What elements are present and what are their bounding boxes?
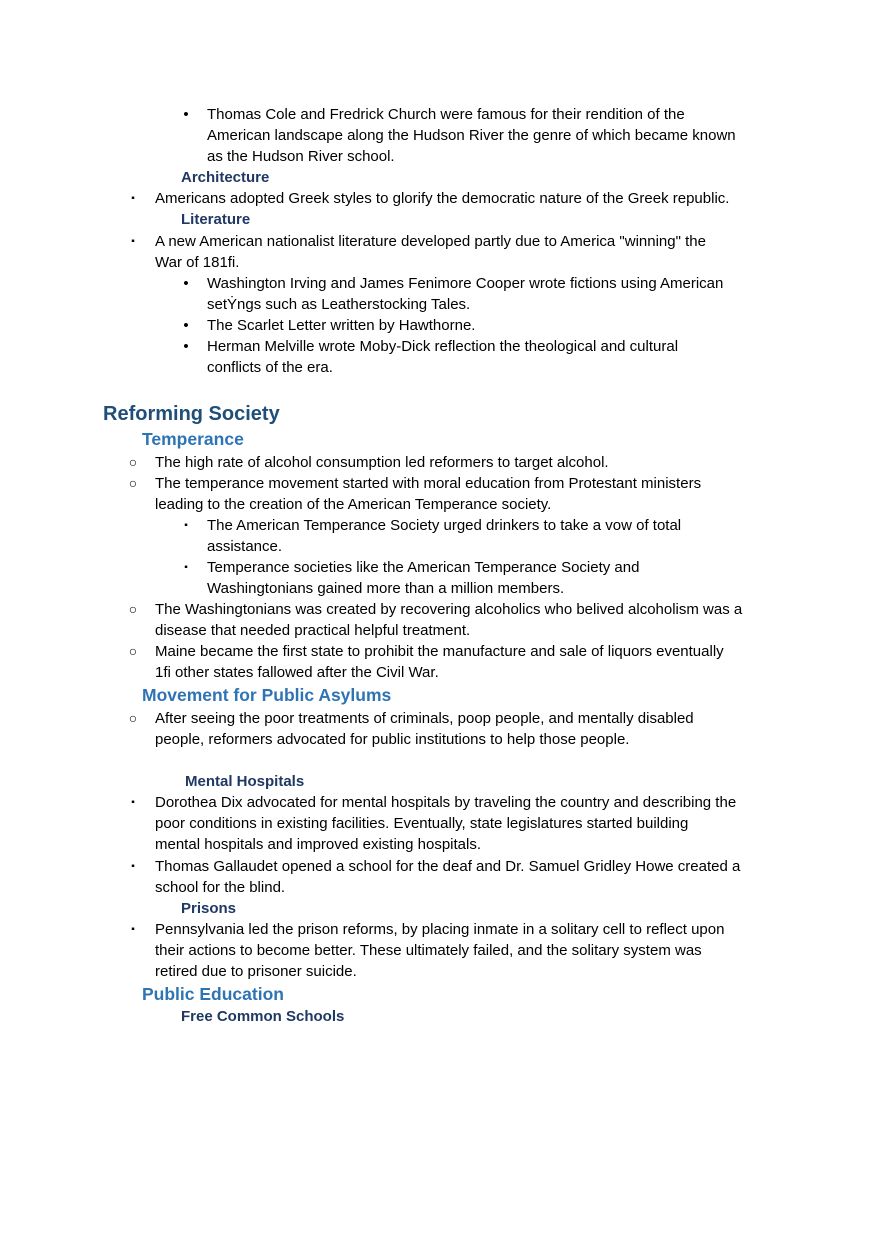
text-line: assistance. (207, 538, 283, 555)
text-line: setẎngs such as Leatherstocking Tales. (207, 296, 471, 313)
text-line: The American Temperance Society urged drinkers to take a vow of total (207, 517, 682, 534)
temperance-heading: Temperance (142, 429, 244, 449)
bullet-square: ▪ (184, 562, 188, 573)
bullet-circle: ○ (128, 475, 138, 491)
bullet-dot: • (183, 317, 189, 334)
text-line: Americans adopted Greek styles to glorify the democratic nature of the Greek republic. (155, 190, 730, 207)
text-line: 1ﬁ other states fallowed after the Civil War. (155, 664, 439, 681)
bullet-circle: ○ (128, 710, 138, 726)
bullet-square: ▪ (131, 797, 135, 808)
text-line: Thomas Gallaudet opened a school for the deaf and Dr. Samuel Gridley Howe created a (155, 858, 741, 875)
text-line: mental hospitals and improved existing hospitals. (155, 836, 482, 853)
bullet-square: ▪ (131, 193, 135, 204)
prisons-heading: Prisons (181, 900, 237, 917)
bullet-dot: • (183, 338, 189, 355)
text-line: Dorothea Dix advocated for mental hospitals by traveling the country and describing the (155, 794, 737, 811)
mental-hospitals-heading: Mental Hospitals (185, 773, 305, 790)
text-line: War of 181ﬁ. (155, 254, 240, 271)
asylums-heading: Movement for Public Asylums (142, 685, 392, 705)
bullet-circle: ○ (128, 601, 138, 617)
text-line: Temperance societies like the American Temperance Society and (207, 559, 640, 576)
text-line: Washington Irving and James Fenimore Cooper wrote fictions using American (207, 275, 724, 292)
text-line: After seeing the poor treatments of criminals, poop people, and mentally disabled (155, 710, 694, 727)
architecture-heading: Architecture (181, 169, 270, 186)
reforming-society-heading: Reforming Society (103, 403, 280, 425)
text-line: their actions to become better. These ultimately failed, and the solitary system was (155, 942, 702, 959)
text-line: conflicts of the era. (207, 359, 333, 376)
text-line: The Washingtonians was created by recovering alcoholics who belived alcoholism was a (155, 601, 743, 618)
text-line: The Scarlet Letter written by Hawthorne. (207, 317, 476, 334)
text-line: leading to the creation of the American Temperance society. (155, 496, 552, 513)
text-line: poor conditions in existing facilities. Eventually, state legislatures started building (155, 815, 689, 832)
text-line: disease that needed practical helpful treatment. (155, 622, 471, 639)
text-line: The high rate of alcohol consumption led reformers to target alcohol. (155, 454, 609, 471)
text-line: Pennsylvania led the prison reforms, by placing inmate in a solitary cell to reflect upon (155, 921, 725, 938)
free-schools-heading: Free Common Schools (181, 1008, 345, 1025)
literature-heading: Literature (181, 211, 251, 228)
bullet-square: ▪ (131, 236, 135, 247)
text-line: A new American nationalist literature developed partly due to America "winning" the (155, 233, 706, 250)
bullet-dot: • (183, 275, 189, 292)
bullet-square: ▪ (131, 924, 135, 935)
text-line: school for the blind. (155, 879, 286, 896)
bullet-dot: • (183, 106, 189, 123)
text-line: Thomas Cole and Fredrick Church were famous for their rendition of the (207, 106, 685, 123)
public-education-heading: Public Education (142, 984, 284, 1004)
text-line: Washingtonians gained more than a million members. (207, 580, 565, 597)
text-line: retired due to prisoner suicide. (155, 963, 357, 980)
text-line: The temperance movement started with moral education from Protestant ministers (155, 475, 702, 492)
text-line: Maine became the first state to prohibit the manufacture and sale of liquors eventually (155, 643, 724, 660)
bullet-square: ▪ (131, 861, 135, 872)
bullet-circle: ○ (128, 454, 138, 470)
text-line: as the Hudson River school. (207, 148, 395, 165)
text-line: American landscape along the Hudson River the genre of which became known (207, 127, 736, 144)
text-line: Herman Melville wrote Moby-Dick reflection the theological and cultural (207, 338, 679, 355)
bullet-circle: ○ (128, 643, 138, 659)
bullet-square: ▪ (184, 520, 188, 531)
text-line: people, reformers advocated for public institutions to help those people. (155, 731, 630, 748)
